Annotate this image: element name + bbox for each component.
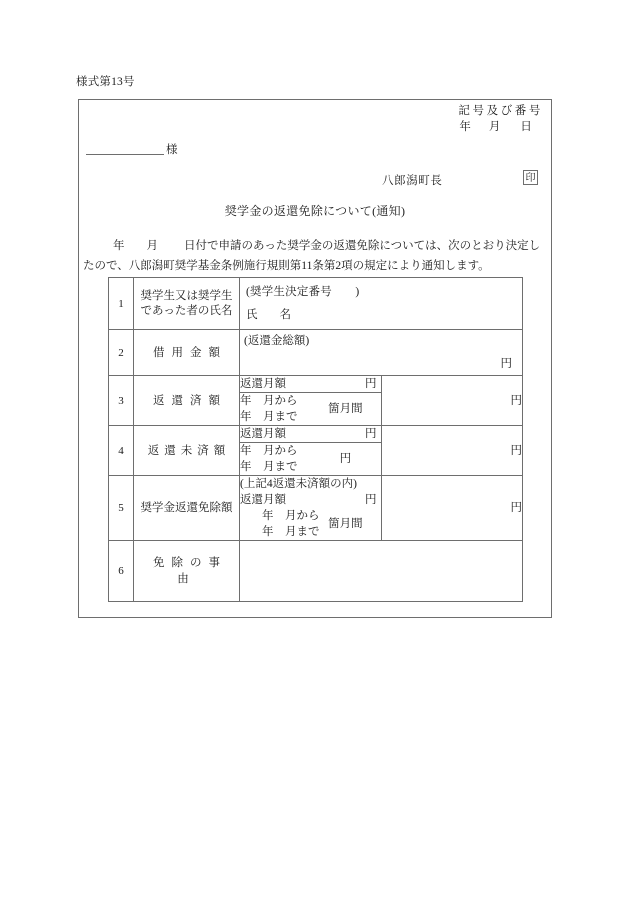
- row-1-label: [134, 278, 240, 330]
- row-6-value-cell[interactable]: [240, 541, 523, 602]
- row-1-value-cell[interactable]: [240, 278, 523, 330]
- row-5-monthly-amount: [240, 492, 381, 508]
- row-4-period: [240, 443, 310, 476]
- table-row-6: [109, 541, 523, 602]
- row-5-monthly-amount-row: [240, 492, 381, 508]
- row-3-breakdown-cell[interactable]: [240, 376, 382, 426]
- row-1-label-line-2: であった者の氏名: [140, 304, 233, 317]
- row-5-monthly-yen: 円: [365, 494, 377, 506]
- row-3-monthly-amount-row: [240, 376, 381, 393]
- row-4-label: [134, 426, 240, 476]
- document-title: 奨学金の返還免除について(通知): [224, 204, 406, 218]
- row-6-label: [134, 541, 240, 602]
- row-3-monthly-yen: 円: [365, 378, 377, 390]
- row-3-total-cell[interactable]: [381, 376, 523, 426]
- date-day-label: 日: [520, 121, 532, 133]
- total-repayment-label: (返還金総額): [244, 335, 310, 347]
- row-5-unit: 箇月間: [328, 518, 363, 530]
- row-4-monthly-amount: [240, 426, 381, 443]
- row-5-label: [134, 476, 240, 541]
- row-5-period: [240, 508, 320, 540]
- row-3-monthly-amount: [240, 376, 381, 393]
- row-3-period-to: 年 月まで: [240, 411, 298, 423]
- row-2-label-text: 借用金額: [153, 346, 227, 359]
- row-5-total-yen: 円: [510, 502, 522, 514]
- table-row-2: [109, 330, 523, 376]
- body-line-1: 日付で申請のあった奨学金の返還免除については、次のとおり決定し: [184, 240, 541, 252]
- row-2-value-cell[interactable]: [240, 330, 523, 376]
- row-4-period-from: 年 月から: [240, 445, 298, 457]
- row-2-number: 2: [109, 330, 134, 376]
- row-4-monthly-amount-row: [240, 426, 381, 443]
- row-4-period-row: [240, 443, 381, 476]
- row-2-yen-unit: 円: [500, 358, 512, 370]
- row-5-period-from: 年 月から: [262, 510, 320, 522]
- body-month-label: 月: [146, 240, 158, 252]
- seal-stamp-icon: 印: [523, 170, 538, 185]
- row-4-unit: 円: [339, 453, 352, 465]
- row-3-monthly-label: 返還月額: [240, 378, 286, 390]
- row-4-total-yen: 円: [510, 444, 522, 457]
- row-2-value-content: [240, 330, 522, 375]
- document-body-text: [83, 236, 547, 276]
- row-5-breakdown-cell[interactable]: [240, 476, 382, 541]
- row-3-total-yen: 円: [510, 394, 522, 407]
- body-year-label: 年: [113, 240, 125, 252]
- row-6-label-text: 免除の事由: [153, 557, 227, 585]
- document-frame: [78, 99, 552, 618]
- name-label-b: 名: [279, 309, 291, 321]
- scholarship-decision-number-label: (奨学生決定番号 ): [246, 286, 360, 298]
- row-4-monthly-label: 返還月額: [240, 428, 286, 440]
- row-5-breakdown: [240, 476, 381, 540]
- row-5-number: 5: [109, 476, 134, 541]
- date-month-label: 月: [488, 121, 501, 133]
- student-name-field: [246, 305, 516, 325]
- row-3-unit: 箇月間: [328, 403, 363, 415]
- row-3-label-text: 返還済額: [153, 394, 227, 407]
- row-3-period-from: 年 月から: [240, 395, 298, 407]
- row-4-number: 4: [109, 426, 134, 476]
- row-3-period-row: [240, 393, 381, 426]
- row-4-label-text: 返還未済額: [147, 444, 231, 457]
- row-5-period-to: 年 月まで: [262, 526, 320, 538]
- reference-number-label: 記号及び番号: [458, 105, 543, 117]
- issuer-name: 八郎潟町長: [382, 175, 443, 187]
- row-5-note-row: [240, 476, 381, 492]
- addressee-line: [86, 141, 178, 157]
- row-1-number: 1: [109, 278, 134, 330]
- row-5-note: (上記4返還未済額の内): [240, 478, 357, 490]
- row-4-breakdown-cell[interactable]: [240, 426, 382, 476]
- row-5-label-text: 奨学金返還免除額: [140, 502, 233, 514]
- notification-details-table: [108, 277, 523, 602]
- row-3-breakdown: [240, 376, 381, 425]
- row-1-value-content: [240, 278, 522, 329]
- document-reference-block: [458, 103, 543, 135]
- row-6-number: 6: [109, 541, 134, 602]
- row-5-period-row: [240, 508, 381, 540]
- addressee-blank-rule: [86, 154, 164, 155]
- row-5-total-cell[interactable]: [381, 476, 523, 541]
- row-4-total-cell[interactable]: [381, 426, 523, 476]
- row-4-monthly-yen: 円: [365, 428, 377, 440]
- row-2-label: [134, 330, 240, 376]
- row-1-label-line-1: 奨学生又は奨学生: [140, 289, 233, 302]
- row-3-number: 3: [109, 376, 134, 426]
- form-number-label: 様式第13号: [76, 76, 135, 88]
- addressee-suffix: 様: [166, 144, 178, 156]
- table-row-1: [109, 278, 523, 330]
- table-row-3: [109, 376, 523, 426]
- table-row-5: [109, 476, 523, 541]
- body-line-2: たので、八郎潟町奨学基金条例施行規則第11条第2項の規定により通知します。: [83, 260, 490, 272]
- name-label-a: 氏: [246, 309, 258, 321]
- row-4-period-to: 年 月まで: [240, 461, 298, 473]
- row-3-period: [240, 393, 310, 426]
- table-row-4: [109, 426, 523, 476]
- row-4-breakdown: [240, 426, 381, 475]
- row-5-monthly-label: 返還月額: [240, 494, 286, 506]
- row-3-label: [134, 376, 240, 426]
- issue-date-line: [458, 119, 543, 135]
- date-year-label: 年: [459, 121, 471, 133]
